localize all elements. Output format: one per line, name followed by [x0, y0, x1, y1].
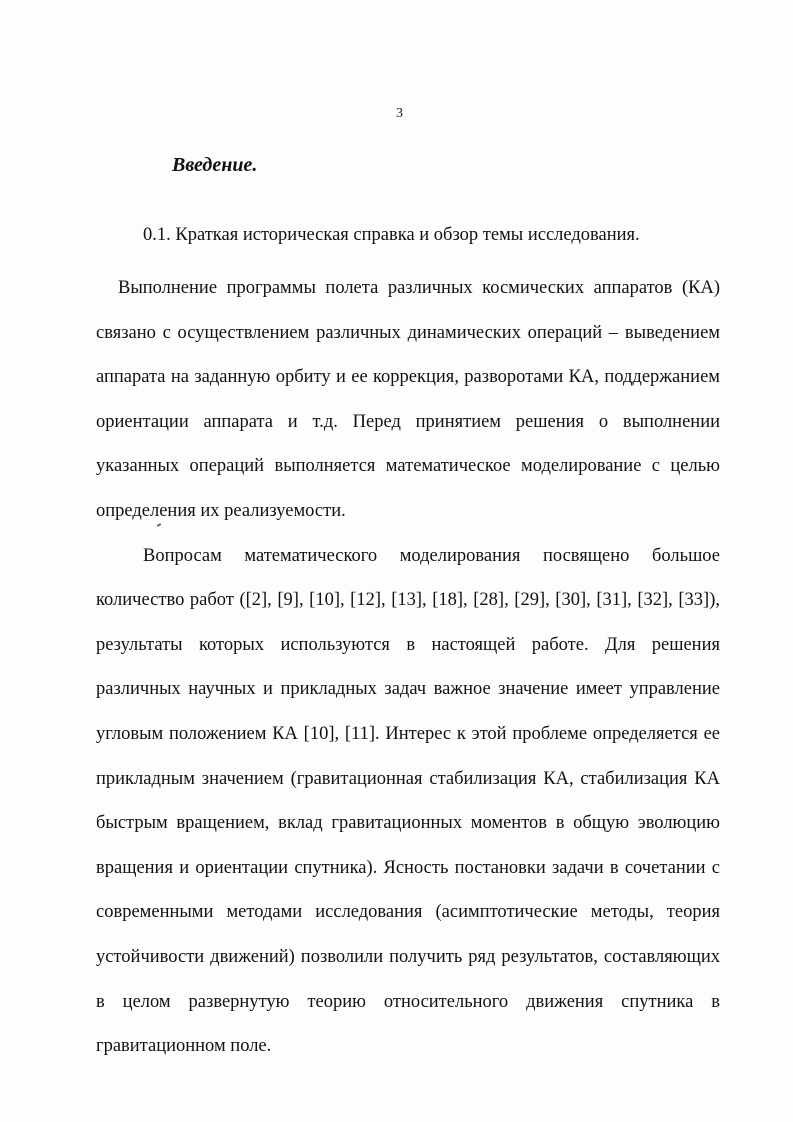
paragraph-1: Выполнение программы полета различных космических аппаратов (КА) связано с осуществлением различных динамических операций – выведением аппарата на заданную орбиту и ее коррекция, разворотами КА, поддержанием ориентации аппарата и т.д. Перед принятием решения о выполнении указанных операций выполняется математическое моделирование с целью определения их реализуемости.	[96, 278, 720, 521]
body-text	[96, 266, 720, 1069]
chapter-heading: Введение.	[172, 154, 258, 176]
paragraph-2: Вопросам математического моделирования посвящено большое количество работ ([2], [9], [10], [12], [13], [18], [28], [29], [30], [31], [32], [33]), результаты которых используются в настоящей работе. Для решения различных научных и прикладных задач важное значение имеет управление угловым положением КА [10], [11]. Интерес к этой проблеме определяется ее прикладным значением (гравитационная стабилизация КА, стабилизация КА быстрым вращением, вклад гравитационных моментов в общую эволюцию вращения и ориентации спутника). Ясность постановки задачи в сочетании с современными методами исследования (асимптотические методы, теория устойчивости движений) позволили получить ряд результатов, составляющих в целом развернутую теорию относительного движения спутника в гравитационном поле.	[96, 545, 720, 1057]
page-number: 3	[396, 106, 403, 121]
section-title: 0.1. Краткая историческая справка и обзор темы исследования.	[143, 225, 640, 245]
